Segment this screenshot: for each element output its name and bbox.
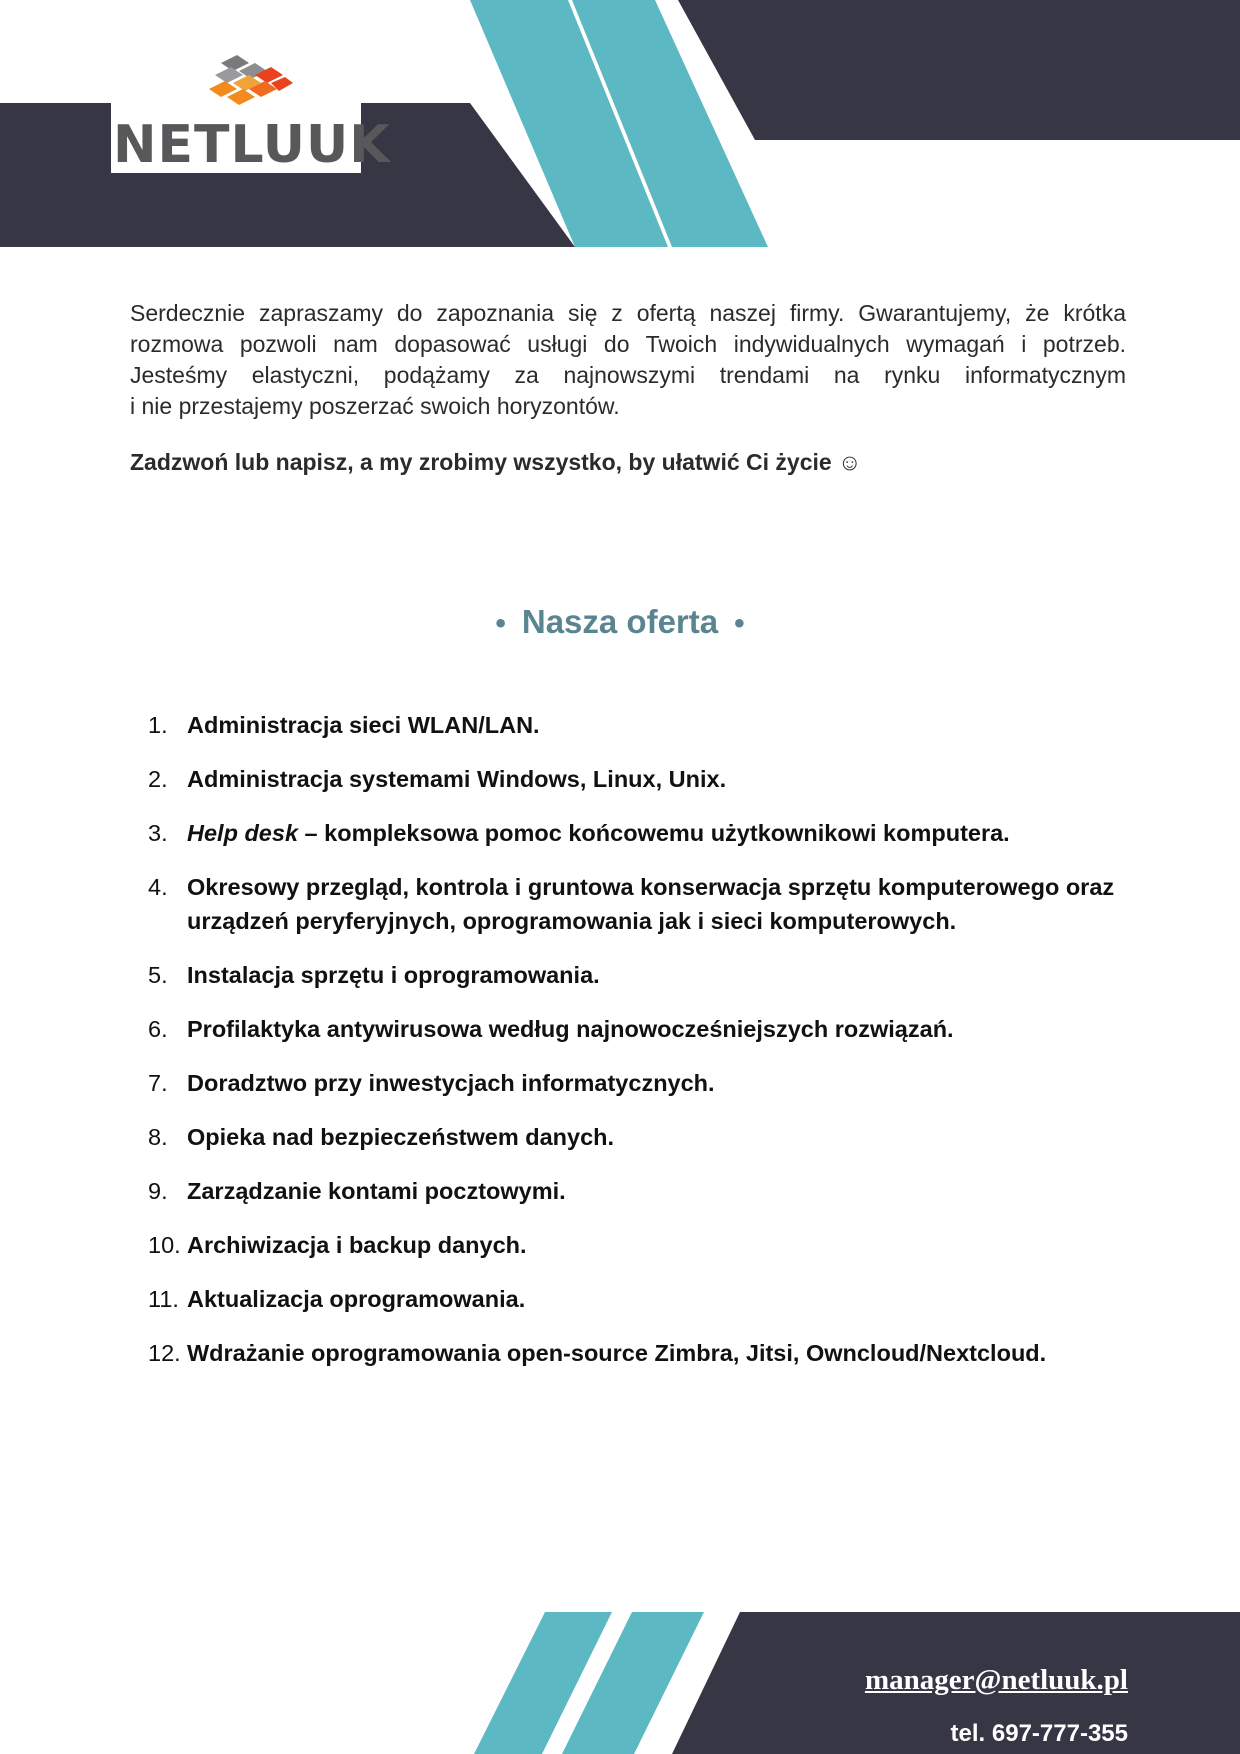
list-item-number: 12. — [148, 1340, 181, 1366]
list-item — [148, 870, 1128, 938]
list-item-number: 7. — [148, 1070, 168, 1096]
offer-list — [148, 708, 1128, 1390]
list-item — [148, 1066, 1128, 1100]
list-item — [148, 958, 1128, 992]
list-item-text: Administracja systemami Windows, Linux, Unix. — [187, 766, 727, 792]
list-item — [148, 1336, 1128, 1370]
list-item — [148, 816, 1128, 850]
list-item-number: 6. — [148, 1016, 168, 1042]
list-item — [148, 1174, 1128, 1208]
list-item — [148, 1282, 1128, 1316]
list-item-number: 8. — [148, 1124, 168, 1150]
list-item-text: Wdrażanie oprogramowania open-source Zimbra, Jitsi, Owncloud/Nextcloud. — [187, 1340, 1047, 1366]
list-item-number: 9. — [148, 1178, 168, 1204]
list-item-text: Archiwizacja i backup danych. — [187, 1232, 527, 1258]
logo-roof-icon — [199, 53, 295, 123]
list-item-text: Aktualizacja oprogramowania. — [187, 1286, 526, 1312]
intro-line: Serdecznie zapraszamy do zapoznania się z ofertą naszej firmy. Gwarantujemy, że krótka — [130, 300, 1126, 326]
logo-wordmark: NETLUUK — [113, 115, 391, 175]
offer-heading-text: Nasza oferta — [521, 603, 719, 640]
call-to-action: Zadzwoń lub napisz, a my zrobimy wszystko, by ułatwić Ci życie ☺ — [130, 449, 862, 475]
contact-phone: tel. 697-777-355 — [950, 1720, 1128, 1747]
offer-heading — [0, 600, 1240, 646]
list-item-number: 11. — [148, 1286, 179, 1312]
list-item-text: Zarządzanie kontami pocztowymi. — [187, 1178, 566, 1204]
intro-line: Jesteśmy elastyczni, podążamy za najnowszymi trendami na rynku informatycznym — [130, 362, 1126, 388]
heading-bullet: • — [734, 607, 745, 640]
list-item — [148, 1120, 1128, 1154]
list-item-emphasis: Help desk — [187, 820, 299, 846]
list-item-text: Administracja sieci WLAN/LAN. — [187, 712, 540, 738]
list-item-text: Instalacja sprzętu i oprogramowania. — [187, 962, 600, 988]
list-item-number: 1. — [148, 712, 168, 738]
list-item-number: 4. — [148, 874, 168, 900]
list-item-text: – kompleksowa pomoc końcowemu użytkownikowi komputera. — [298, 820, 1010, 846]
intro-line: i nie przestajemy poszerzać swoich horyzontów. — [130, 393, 620, 419]
contact-email-link[interactable]: manager@netluuk.pl — [864, 1664, 1128, 1696]
list-item — [148, 708, 1128, 742]
list-item-text: Okresowy przegląd, kontrola i gruntowa konserwacja sprzętu komputerowego oraz urządzeń peryferyjnych, oprogramowania jak i sieci komputerowych. — [187, 874, 1115, 934]
list-item-number: 10. — [148, 1232, 181, 1258]
list-item — [148, 1228, 1128, 1262]
intro-line: rozmowa pozwoli nam dopasować usługi do Twoich indywidualnych wymagań i potrzeb. — [130, 331, 1126, 357]
list-item-text-wrap — [187, 820, 1010, 846]
company-logo — [111, 103, 391, 175]
intro-paragraph — [130, 298, 1126, 422]
list-item-text: Profilaktyka antywirusowa według najnowocześniejszych rozwiązań. — [187, 1016, 954, 1042]
list-item-number: 2. — [148, 766, 168, 792]
list-item — [148, 1012, 1128, 1046]
list-item-number: 3. — [148, 820, 168, 846]
list-item-text: Opieka nad bezpieczeństwem danych. — [187, 1124, 615, 1150]
list-item-number: 5. — [148, 962, 168, 988]
heading-bullet: • — [495, 607, 506, 640]
list-item — [148, 762, 1128, 796]
header-right-dark-band — [678, 0, 1240, 140]
list-item-text: Doradztwo przy inwestycjach informatycznych. — [187, 1070, 715, 1096]
